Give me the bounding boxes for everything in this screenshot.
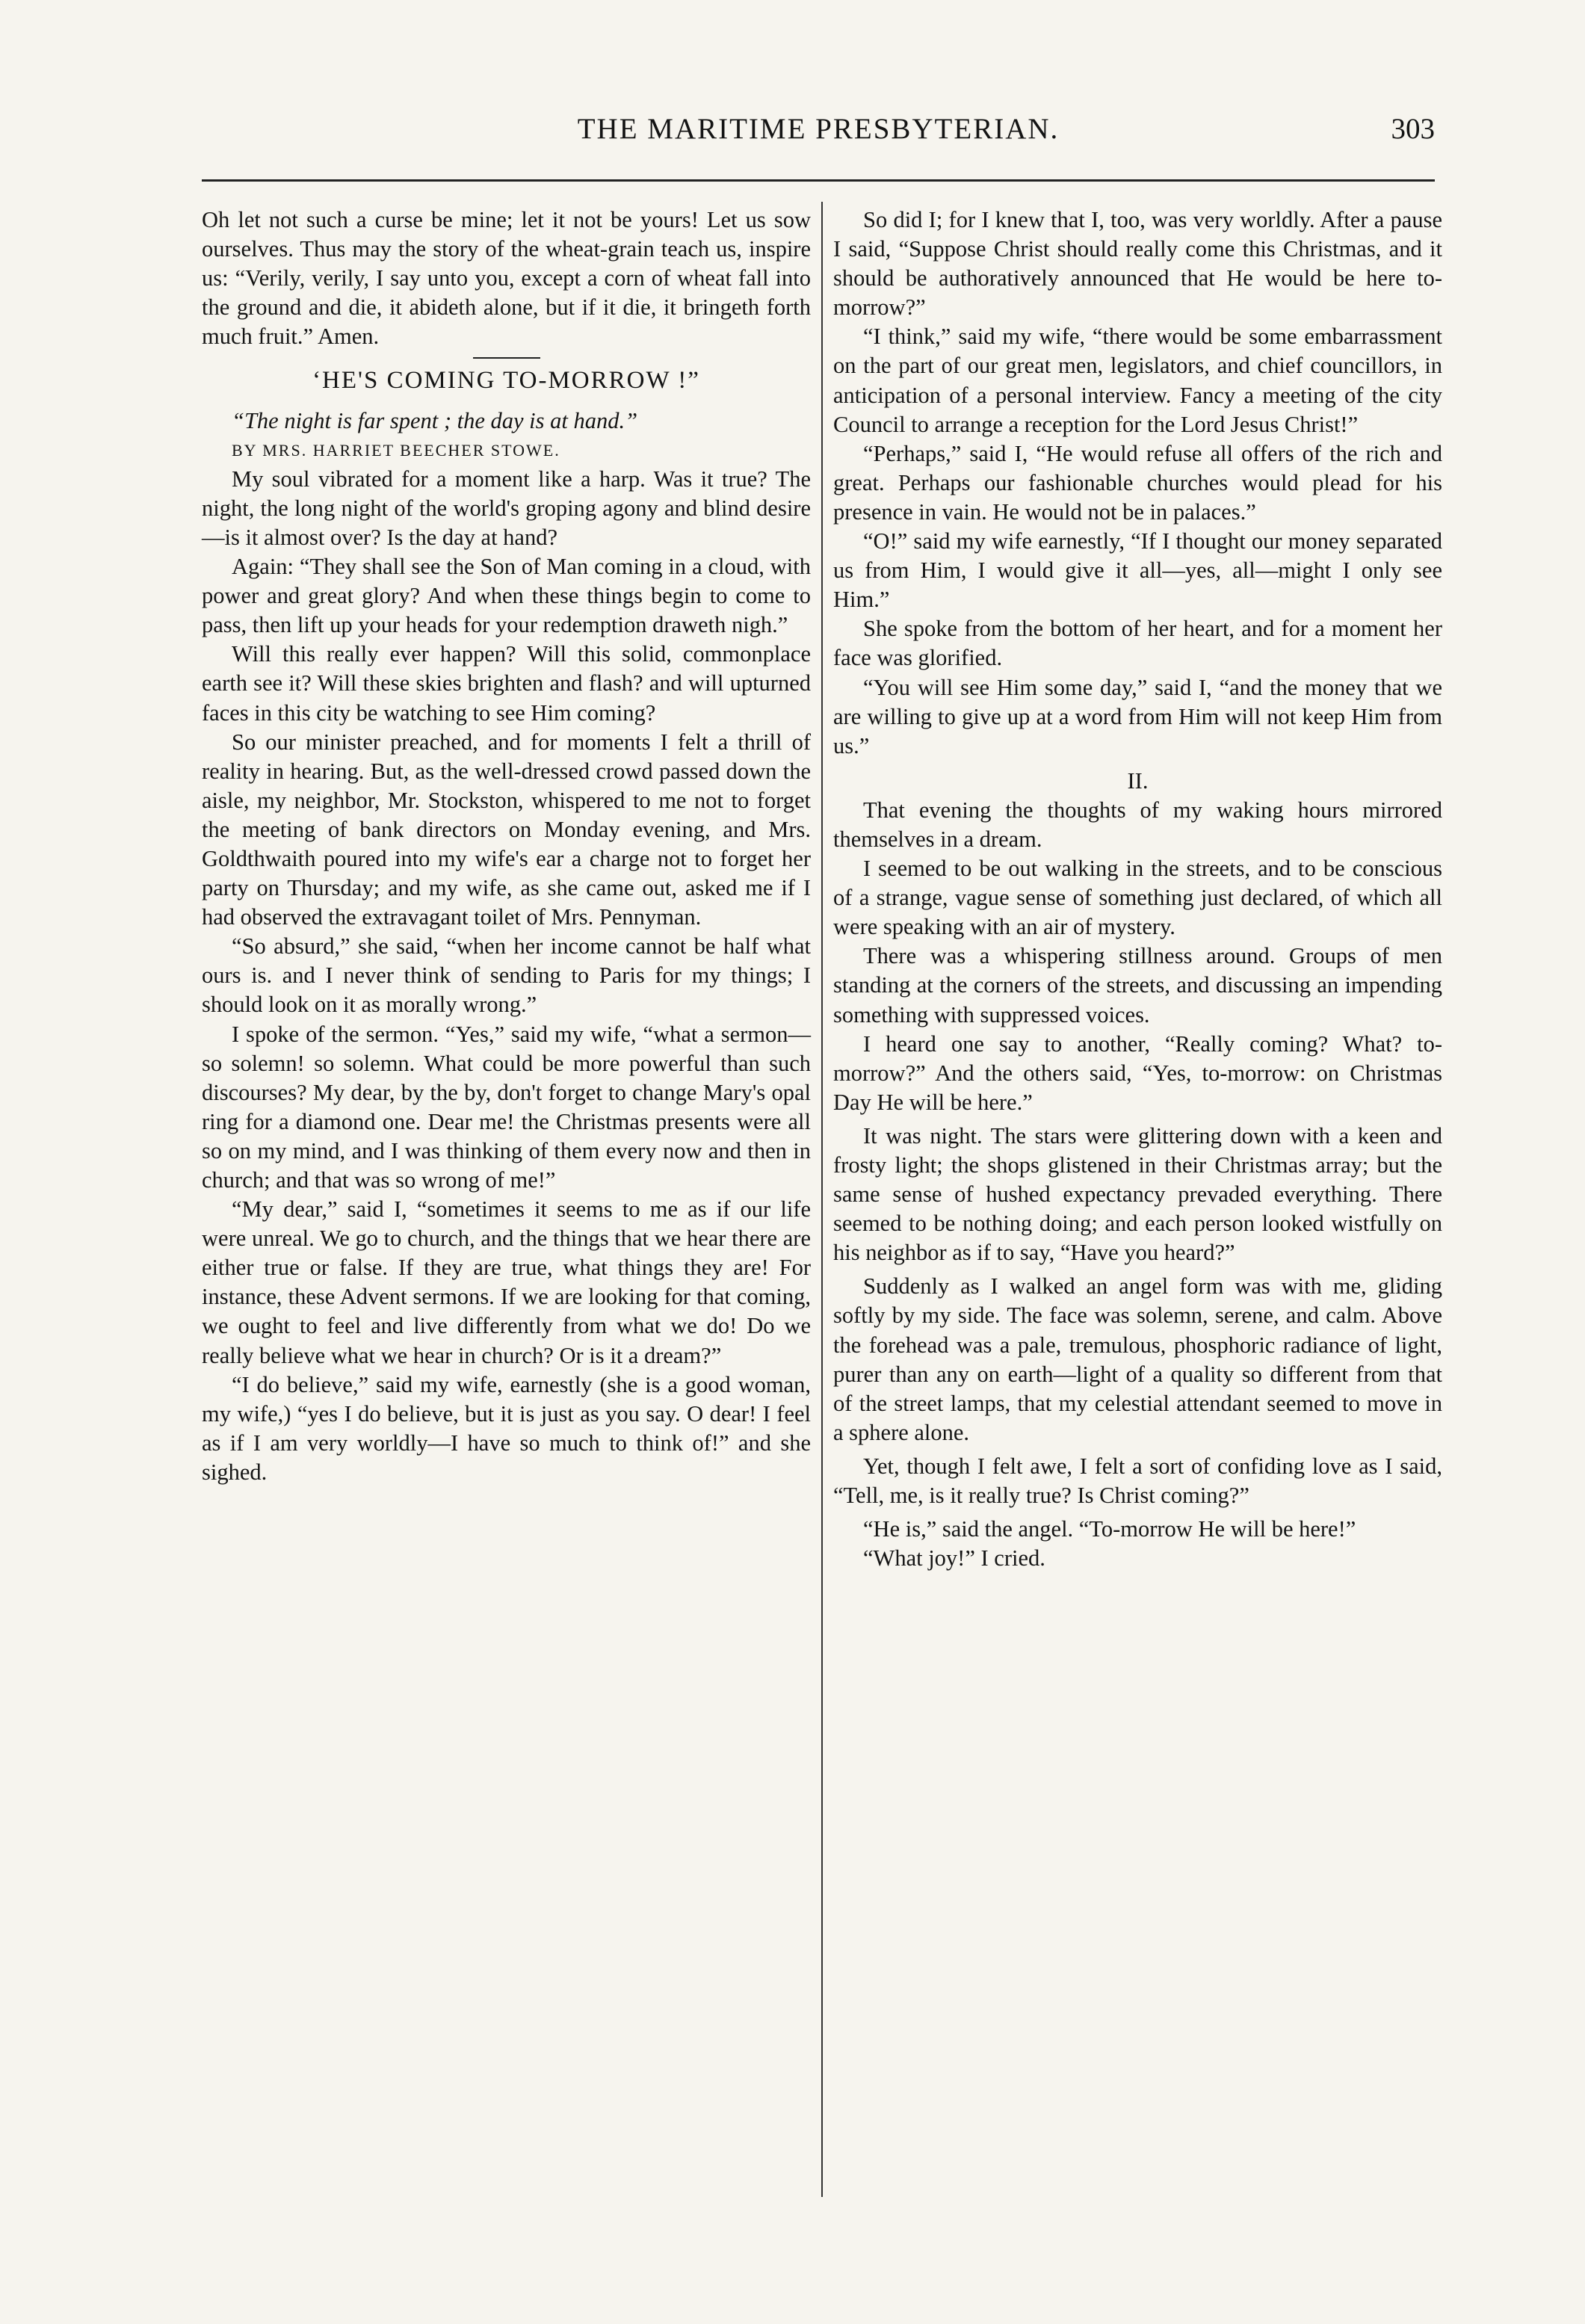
article-title: ‘HE'S COMING TO-MORROW !” xyxy=(312,367,700,395)
running-title: THE MARITIME PRESBYTERIAN. xyxy=(577,113,1060,145)
page-header xyxy=(202,112,1435,164)
paragraph: “O!” said my wife earnestly, “If I thought our money separated us from Him, I would give it all—yes, all—might I only see Him.” xyxy=(833,528,1442,613)
paragraph: “You will see Him some day,” said I, “and the money that we are willing to give up at a word from Him will not keep Him from us.” xyxy=(833,674,1442,758)
closing-paragraph: Oh let not such a curse be mine; let it not be yours! Let us sow ourselves. Thus may the story of the wheat-grain teach us, inspire us: “Verily, verily, I say unto you, except a corn of wheat fall into the ground and die, it abideth alone, but if it die, it bringeth forth much fruit.” Amen. xyxy=(202,207,811,350)
paragraph: So our minister preached, and for moments I felt a thrill of reality in hearing. But, as the well-dressed crowd passed down the aisle, my neighbor, Mr. Stockston, whispered to me not to forget the meeting of bank directors on Monday evening, and Mrs. Goldthwaith poured into my wife's ear a charge not to forget her party on Thursday; and my wife, as she came out, asked me if I had observed the extravagant toilet of Mrs. Pennyman. xyxy=(202,729,811,930)
section-numeral: II. xyxy=(1127,767,1149,794)
paragraph: “My dear,” said I, “sometimes it seems to me as if our life were unreal. We go to church, and the things that we hear there are either true or false. If they are true, what things they are! For instance, these Advent sermons. If we are looking for that coming, we ought to feel and live differently from what we do! Do we really believe what we hear in church? Or is it a dream?” xyxy=(202,1196,811,1368)
epigraph: “The night is far spent ; the day is at hand.” xyxy=(232,407,638,433)
section-rule xyxy=(473,357,540,359)
paragraph: “I do believe,” said my wife, earnestly (she is a good woman, my wife,) “yes I do believe, but it is just as you say. O dear! I feel as if I am very worldly—I have so much to think of!” and she sighed. xyxy=(202,1371,811,1485)
paragraph: So did I; for I knew that I, too, was very worldly. After a pause I said, “Suppose Christ should really come this Christmas, and it should be authoratively announced that He would be here to-morrow?” xyxy=(833,207,1442,321)
paragraph: I heard one say to another, “Really coming? What? to-morrow?” And the others said, “Yes, to-morrow: on Christmas Day He will be here.” xyxy=(833,1030,1442,1115)
paragraph: Suddenly as I walked an angel form was with me, gliding softly by my side. The face was solemn, serene, and calm. Above the forehead was a pale, tremulous, phosphoric radiance of light, purer than any on earth—light of a quality so different from that of the street lamps, that my celestial attendant seemed to move in a sphere alone. xyxy=(833,1273,1442,1445)
header-rule xyxy=(202,179,1435,182)
paragraph: My soul vibrated for a moment like a harp. Was it true? The night, the long night of the world's groping agony and blind desire—is it almost over? Is the day at hand? xyxy=(202,466,811,550)
paragraph: That evening the thoughts of my waking hours mirrored themselves in a dream. xyxy=(833,797,1442,852)
page-number: 303 xyxy=(1391,113,1435,145)
paragraph: I spoke of the sermon. “Yes,” said my wife, “what a sermon—so solemn! so solemn. What could be more powerful than such discourses? My dear, by the by, don't forget to change Mary's opal ring for a diamond one. Dear me! the Christmas presents were all so on my mind, and I was thinking of them every now and then in church; and that was so wrong of me!” xyxy=(202,1021,811,1193)
paragraph: “He is,” said the angel. “To-morrow He will be here!” xyxy=(863,1516,1356,1542)
right-column xyxy=(833,205,1442,1573)
paragraph: “I think,” said my wife, “there would be some embarrassment on the part of our great men, legislators, and chief councillors, in anticipation of a personal interview. Fancy a meeting of the city Council to arrange a reception for the Lord Jesus Christ!” xyxy=(833,324,1442,437)
paragraph: She spoke from the bottom of her heart, and for a moment her face was glorified. xyxy=(833,616,1442,671)
left-column xyxy=(202,205,811,1487)
paragraph: Again: “They shall see the Son of Man coming in a cloud, with power and great glory? And when these things begin to come to pass, then lift up your heads for your redemption draweth nigh.” xyxy=(202,554,811,638)
paragraph: Will this really ever happen? Will this solid, commonplace earth see it? Will these skies brighten and flash? and will upturned faces in this city be watching to see Him coming? xyxy=(202,641,811,726)
paragraph: There was a whispering stillness around. Groups of men standing at the corners of the streets, and discussing an impending something with suppressed voices. xyxy=(833,943,1442,1027)
column-divider xyxy=(821,202,823,2197)
paragraph: Yet, though I felt awe, I felt a sort of confiding love as I said, “Tell, me, is it really true? Is Christ coming?” xyxy=(833,1453,1442,1509)
paragraph: “What joy!” I cried. xyxy=(863,1545,1045,1572)
paragraph: I seemed to be out walking in the streets, and to be conscious of a strange, vague sense of something just declared, of which all were speaking with an air of mystery. xyxy=(833,856,1442,940)
paragraph: It was night. The stars were glittering down with a keen and frosty light; the shops glistened in their Christmas array; but the same sense of hushed expectancy prevaded everything. There seemed to be nothing doing; and each person looked wistfully on his neighbor as if to say, “Have you heard?” xyxy=(833,1122,1442,1266)
paragraph: “Perhaps,” said I, “He would refuse all offers of the rich and great. Perhaps our fashionable churches would plead for his presence in vain. He would not be in palaces.” xyxy=(833,440,1442,525)
byline: BY MRS. HARRIET BEECHER STOWE. xyxy=(232,440,560,460)
paragraph: “So absurd,” she said, “when her income cannot be half what ours is. and I never think of sending to Paris for my things; I should look on it as morally wrong.” xyxy=(202,933,811,1018)
